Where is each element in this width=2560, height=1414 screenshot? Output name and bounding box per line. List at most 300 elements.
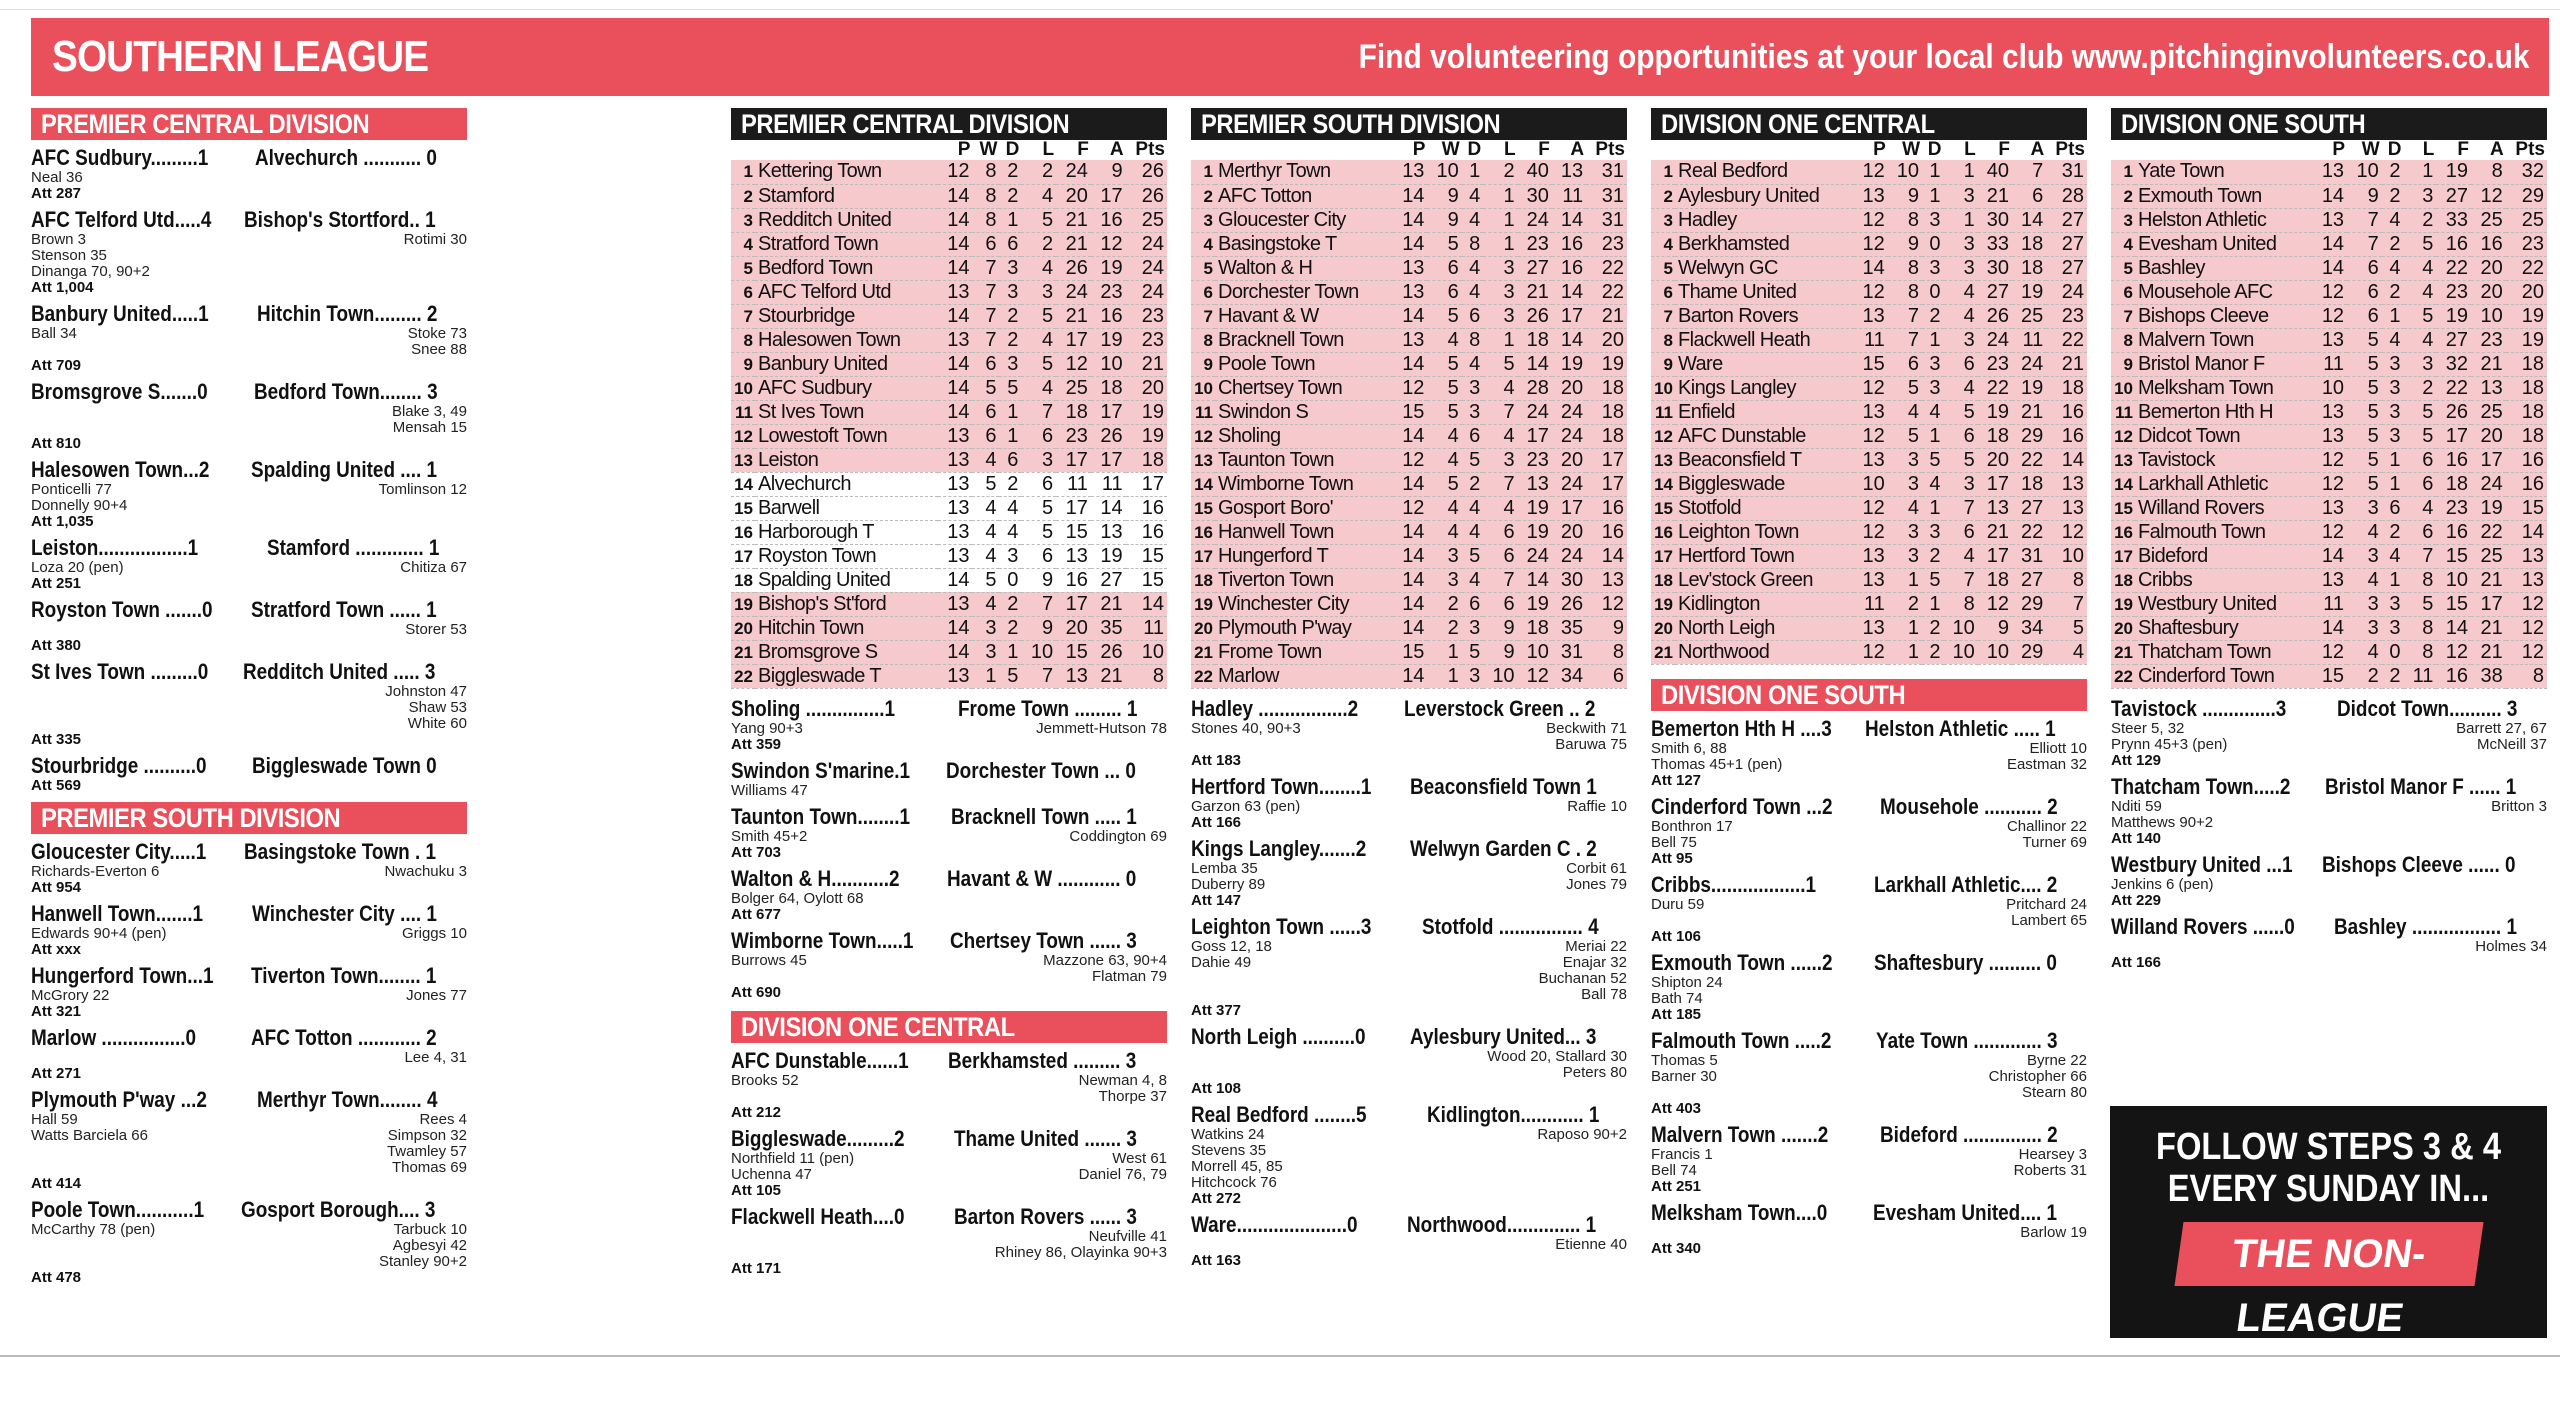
table-row: [1651, 640, 2087, 664]
stat-f: 16: [2436, 232, 2471, 256]
scorers: [31, 864, 467, 880]
stat-w: 2: [1427, 616, 1461, 640]
team-name: Halesowen Town: [755, 328, 938, 352]
table-row: [731, 280, 1167, 304]
stat-f: 14: [2436, 616, 2471, 640]
away-team-score: Gosport Borough.... 3: [240, 1197, 436, 1222]
position: 19: [1651, 592, 1675, 616]
home-scorers: Lemba 35 Duberry 89: [1191, 859, 1266, 893]
stat-d: 5: [999, 376, 1021, 400]
stat-w: 5: [2347, 328, 2382, 352]
stat-a: 20: [1552, 448, 1586, 472]
away-scorers: Rees 4 Simpson 32 Twamley 57 Thomas 69: [386, 1111, 467, 1176]
team-name: Havant & W: [1215, 304, 1393, 328]
position: 19: [2111, 592, 2135, 616]
stat-f: 13: [1978, 496, 2012, 520]
stat-pts: 18: [2506, 352, 2547, 376]
stat-f: 11: [1056, 472, 1091, 496]
position: 17: [1651, 544, 1675, 568]
stat-pts: 29: [2506, 184, 2547, 208]
stat-a: 14: [1552, 208, 1586, 232]
stat-p: 12: [1393, 376, 1427, 400]
away-team-score: Bedford Town........ 3: [253, 379, 438, 404]
match-line: [1651, 795, 2087, 819]
attendance: Att 108: [1191, 1079, 1242, 1097]
stat-a: 18: [1091, 376, 1126, 400]
team-name: Ware: [1675, 352, 1854, 376]
stat-pts: 15: [2506, 496, 2547, 520]
match-line: [1651, 951, 2087, 975]
match-line: [31, 458, 467, 482]
stat-d: 1: [999, 400, 1021, 424]
stat-pts: 31: [1586, 184, 1627, 208]
table-row: [731, 472, 1167, 496]
stat-l: 1: [2404, 160, 2437, 184]
results-division-one-south-a: [1651, 717, 2087, 1257]
table-row: [731, 400, 1167, 424]
stat-l: 4: [1483, 496, 1517, 520]
stat-pts: 19: [2506, 304, 2547, 328]
away-team-score: Hitchin Town......... 2: [257, 301, 438, 326]
table-row: [731, 640, 1167, 664]
stat-a: 17: [1091, 184, 1126, 208]
table-row: [731, 496, 1167, 520]
stat-w: 4: [972, 592, 999, 616]
stat-w: 1: [1427, 664, 1461, 688]
stat-d: 2: [2382, 664, 2404, 688]
home-team-score: AFC Telford Utd.....4: [31, 207, 212, 232]
stat-pts: 27: [2046, 208, 2087, 232]
scorers: [31, 170, 467, 186]
table-row: [2111, 328, 2547, 352]
stat-p: 12: [1854, 640, 1888, 664]
stat-l: 2: [2404, 208, 2437, 232]
home-team-score: Wimborne Town.....1: [731, 927, 914, 953]
stat-a: 17: [1552, 496, 1586, 520]
match-line: [1651, 1123, 2087, 1147]
away-scorers: Coddington 69: [1069, 827, 1167, 845]
match-line: [731, 759, 1167, 783]
home-team-score: Royston Town .......0: [31, 597, 213, 622]
match-line: [31, 208, 467, 232]
home-team-score: Plymouth P'way ...2: [31, 1087, 207, 1112]
stat-f: 13: [1056, 544, 1091, 568]
position: 8: [2111, 328, 2135, 352]
match-line: [1191, 837, 1627, 861]
match-result: [1191, 837, 1627, 909]
attendance: Att 321: [31, 1003, 82, 1020]
stat-d: 6: [1462, 304, 1484, 328]
stat-a: 14: [1552, 328, 1586, 352]
stat-w: 4: [972, 520, 999, 544]
col-header-w: W: [979, 139, 998, 160]
team-name: Leiston: [755, 448, 938, 472]
stat-f: 17: [2436, 424, 2471, 448]
stat-p: 12: [1854, 160, 1888, 184]
team-name: Harborough T: [755, 520, 938, 544]
table-row: [2111, 592, 2547, 616]
attendance: Att 287: [31, 185, 82, 202]
team-name: Barwell: [755, 496, 938, 520]
table-row: [1191, 328, 1627, 352]
match-line: [31, 146, 467, 170]
col-header-f: F: [1998, 139, 2011, 160]
stat-pts: 10: [2046, 544, 2087, 568]
stat-pts: 20: [2506, 280, 2547, 304]
col-header-a: A: [2489, 139, 2504, 160]
away-team-score: Kidlington............ 1: [1426, 1101, 1599, 1127]
stat-a: 19: [1091, 256, 1126, 280]
stat-l: 5: [1483, 352, 1517, 376]
stat-l: 1: [1483, 328, 1517, 352]
away-team-score: Mousehole ........... 2: [1880, 793, 2059, 819]
away-team-score: Stamford ............. 1: [266, 535, 439, 560]
away-team-score: Berkhamsted ......... 3: [948, 1047, 1137, 1073]
table-row: [1651, 328, 2087, 352]
match-result: [731, 759, 1167, 799]
scorers: [1191, 861, 1627, 893]
stat-w: 6: [1427, 256, 1461, 280]
stat-p: 15: [2312, 664, 2347, 688]
attendance: Att 1,004: [31, 279, 94, 296]
away-team-score: Havant & W ............ 0: [946, 865, 1137, 891]
stat-pts: 8: [2506, 664, 2547, 688]
stat-l: 8: [1944, 592, 1978, 616]
home-scorers: McCarthy 78 (pen): [31, 1221, 156, 1238]
stat-pts: 24: [1126, 280, 1167, 304]
stat-p: 12: [2312, 520, 2347, 544]
stat-w: 7: [2347, 208, 2382, 232]
away-scorers: Rotimi 30: [403, 231, 467, 248]
position: 16: [1651, 520, 1675, 544]
match-line: [31, 840, 467, 864]
blank-header: [731, 140, 755, 160]
stat-f: 21: [1056, 232, 1091, 256]
non-league-paper-logo: THE NON-LEAGUE PAPER: [2174, 1222, 2483, 1286]
home-team-score: Marlow ................0: [31, 1025, 197, 1050]
stat-d: 4: [2382, 328, 2404, 352]
stat-d: 4: [1922, 400, 1944, 424]
team-name: Mousehole AFC: [2135, 280, 2312, 304]
blank-header: [1651, 140, 1675, 160]
table-header-row: [1191, 140, 1627, 160]
stat-f: 23: [1518, 448, 1552, 472]
stat-l: 1: [1944, 160, 1978, 184]
away-team-score: Merthyr Town........ 4: [257, 1087, 438, 1112]
scorers: [731, 1073, 1167, 1105]
stat-pts: 16: [2046, 400, 2087, 424]
stat-a: 30: [1552, 568, 1586, 592]
stat-p: 14: [1393, 568, 1427, 592]
stat-w: 2: [1888, 592, 1922, 616]
stat-a: 21: [2471, 568, 2506, 592]
team-name: Tiverton Town: [1215, 568, 1393, 592]
stat-d: 2: [2382, 160, 2404, 184]
away-scorers: Beckwith 71 Baruwa 75: [1546, 719, 1627, 753]
stat-d: 5: [999, 664, 1021, 688]
stat-d: 0: [999, 568, 1021, 592]
stat-f: 10: [1518, 640, 1552, 664]
match-line: [31, 598, 467, 622]
position: 19: [1191, 592, 1215, 616]
stat-w: 10: [1888, 160, 1922, 184]
attendance: Att 403: [1651, 1099, 1702, 1117]
stat-p: 14: [2312, 232, 2347, 256]
stat-p: 15: [1854, 352, 1888, 376]
team-name: Marlow: [1215, 664, 1393, 688]
table-header-premier-central: PREMIER CENTRAL DIVISION: [731, 108, 1167, 140]
stat-l: 2: [1483, 160, 1517, 184]
stat-w: 6: [972, 424, 999, 448]
stat-p: 14: [1854, 256, 1888, 280]
attendance: Att 229: [2111, 891, 2162, 909]
stat-p: 13: [938, 328, 973, 352]
col-header-d: D: [2387, 139, 2402, 160]
home-scorers: Yang 90+3: [731, 719, 803, 737]
stat-pts: 8: [2046, 568, 2087, 592]
stat-w: 9: [1427, 184, 1461, 208]
attendance: Att 163: [1191, 1251, 1242, 1269]
stat-f: 15: [2436, 592, 2471, 616]
stat-d: 3: [2382, 400, 2404, 424]
stat-p: 13: [1854, 304, 1888, 328]
team-name: Yate Town: [2135, 160, 2312, 184]
stat-f: 22: [1978, 376, 2012, 400]
stat-f: 16: [2436, 664, 2471, 688]
stat-d: 8: [1462, 232, 1484, 256]
scorers: [1651, 1225, 2087, 1241]
home-team-score: Stourbridge ..........0: [31, 753, 207, 778]
stat-w: 4: [1888, 496, 1922, 520]
table-row: [2111, 208, 2547, 232]
stat-pts: 31: [2046, 160, 2087, 184]
position: 11: [1651, 400, 1675, 424]
home-scorers: Watkins 24 Stevens 35 Morrell 45, 85 Hitchcock 76: [1191, 1125, 1283, 1191]
stat-l: 10: [1021, 640, 1056, 664]
away-scorers: Jones 77: [406, 987, 467, 1004]
stat-l: 7: [1483, 568, 1517, 592]
stat-f: 24: [1056, 280, 1091, 304]
stat-d: 1: [1462, 160, 1484, 184]
stat-a: 11: [2012, 328, 2046, 352]
match-result: [1651, 1123, 2087, 1195]
match-result: [31, 458, 467, 530]
stat-l: 4: [1944, 376, 1978, 400]
away-scorers: Challinor 22 Turner 69: [2006, 817, 2087, 851]
attendance: Att 569: [31, 777, 82, 794]
team-name: Melksham Town: [2135, 376, 2312, 400]
column-2: [731, 108, 1167, 1277]
away-team-score: Thame United ....... 3: [954, 1125, 1138, 1151]
attendance: Att 105: [731, 1181, 782, 1199]
stat-w: 1: [1888, 568, 1922, 592]
scorers: [2111, 799, 2547, 831]
stat-pts: 18: [2506, 400, 2547, 424]
away-team-score: Stotfold ................ 4: [1421, 913, 1599, 939]
col-header-p: P: [1873, 139, 1886, 160]
team-name: Alvechurch: [755, 472, 938, 496]
team-name: Bedford Town: [755, 256, 938, 280]
home-team-score: AFC Dunstable......1: [731, 1047, 909, 1073]
stat-w: 9: [1427, 208, 1461, 232]
stat-a: 22: [2471, 520, 2506, 544]
home-team-score: Hanwell Town.......1: [31, 901, 204, 926]
away-scorers: Chitiza 67: [400, 559, 467, 576]
home-team-score: Willand Rovers ......0: [2111, 913, 2295, 939]
position: 2: [2111, 184, 2135, 208]
away-scorers: Etienne 40: [1555, 1235, 1627, 1253]
stat-a: 22: [2012, 448, 2046, 472]
position: 16: [2111, 520, 2135, 544]
stat-f: 32: [2436, 352, 2471, 376]
stat-d: 4: [1462, 568, 1484, 592]
home-team-score: North Leigh ..........0: [1191, 1023, 1366, 1049]
stat-a: 29: [2012, 424, 2046, 448]
stat-p: 14: [2312, 616, 2347, 640]
scorers: [31, 926, 467, 942]
stat-pts: 6: [1586, 664, 1627, 688]
stat-f: 17: [1056, 592, 1091, 616]
stat-p: 14: [1393, 304, 1427, 328]
team-name: Barton Rovers: [1675, 304, 1854, 328]
stat-f: 17: [1978, 544, 2012, 568]
stat-p: 13: [2312, 424, 2347, 448]
stat-d: 2: [999, 160, 1021, 184]
stat-p: 12: [2312, 640, 2347, 664]
stat-p: 14: [1393, 184, 1427, 208]
attendance: Att 810: [31, 435, 82, 452]
stat-d: 2: [1922, 304, 1944, 328]
team-header: [1675, 140, 1854, 160]
stat-w: 3: [972, 616, 999, 640]
stat-pts: 12: [2506, 616, 2547, 640]
position: 4: [1191, 232, 1215, 256]
stat-f: 15: [1056, 520, 1091, 544]
stat-d: 3: [2382, 424, 2404, 448]
table-row: [731, 448, 1167, 472]
stat-d: 3: [1922, 256, 1944, 280]
stat-d: 0: [2382, 640, 2404, 664]
stat-f: 23: [1518, 232, 1552, 256]
stat-p: 11: [1854, 592, 1888, 616]
match-line: [2111, 915, 2547, 939]
stat-f: 19: [1518, 520, 1552, 544]
stat-pts: 24: [1126, 256, 1167, 280]
stat-d: 3: [2382, 592, 2404, 616]
match-result: [1191, 1103, 1627, 1207]
stat-p: 13: [938, 280, 973, 304]
stat-p: 11: [2312, 352, 2347, 376]
team-name: Kidlington: [1675, 592, 1854, 616]
stat-l: 6: [1944, 424, 1978, 448]
stat-d: 3: [1922, 520, 1944, 544]
stat-l: 3: [1483, 448, 1517, 472]
table-header-division-one-south: DIVISION ONE SOUTH: [2111, 108, 2547, 140]
stat-pts: 16: [2046, 424, 2087, 448]
position: 5: [1651, 256, 1675, 280]
stat-d: 2: [2382, 280, 2404, 304]
col-header-p: P: [1412, 139, 1426, 160]
stat-f: 21: [1056, 304, 1091, 328]
stat-w: 8: [972, 184, 999, 208]
away-team-score: Chertsey Town ...... 3: [949, 927, 1137, 953]
stat-pts: 4: [2046, 640, 2087, 664]
stat-p: 14: [938, 352, 973, 376]
stat-a: 13: [2471, 376, 2506, 400]
match-result: [31, 208, 467, 296]
home-team-score: Walton & H...........2: [731, 865, 900, 891]
away-scorers: Nwachuku 3: [384, 863, 467, 880]
stat-a: 22: [2012, 520, 2046, 544]
home-team-score: Tavistock ..............3: [2111, 695, 2287, 721]
stat-l: 7: [1021, 664, 1056, 688]
stat-l: 5: [2404, 304, 2437, 328]
stat-w: 3: [1888, 472, 1922, 496]
match-result: [31, 1198, 467, 1286]
stat-p: 14: [938, 640, 973, 664]
match-line: [31, 1088, 467, 1112]
stat-w: 7: [1888, 328, 1922, 352]
position: 9: [1191, 352, 1215, 376]
team-name: Gloucester City: [1215, 208, 1393, 232]
volunteer-promo: Find volunteering opportunities at your local club www.pitchinginvolunteers.co.uk: [1358, 37, 2529, 76]
stat-pts: 5: [2046, 616, 2087, 640]
stat-pts: 16: [1126, 520, 1167, 544]
match-result: [1651, 951, 2087, 1023]
stat-l: 4: [1944, 544, 1978, 568]
stat-d: 3: [999, 544, 1021, 568]
stat-l: 6: [2404, 472, 2437, 496]
stat-f: 26: [2436, 400, 2471, 424]
home-scorers: Williams 47: [731, 781, 808, 799]
table-row: [1651, 472, 2087, 496]
stat-d: 1: [1922, 424, 1944, 448]
away-scorers: Blake 3, 49 Mensah 15: [391, 403, 467, 436]
attendance: Att 95: [1651, 849, 1693, 867]
away-team-score: Yate Town ............. 3: [1875, 1027, 2058, 1053]
stat-l: 2: [1021, 232, 1056, 256]
blank-header: [2111, 140, 2135, 160]
table-row: [1191, 160, 1627, 184]
table-row: [731, 568, 1167, 592]
stat-w: 6: [972, 400, 999, 424]
stat-p: 12: [1854, 424, 1888, 448]
stat-f: 24: [1978, 328, 2012, 352]
stat-d: 1: [1922, 496, 1944, 520]
stat-f: 12: [1056, 352, 1091, 376]
attendance: Att 709: [31, 357, 82, 374]
home-scorers: Bonthron 17 Bell 75: [1651, 817, 1733, 851]
league-table-premier-south: [1191, 140, 1627, 689]
position: 11: [2111, 400, 2135, 424]
position: 6: [1651, 280, 1675, 304]
stat-w: 5: [1427, 472, 1461, 496]
stat-a: 38: [2471, 664, 2506, 688]
team-name: Kettering Town: [755, 160, 938, 184]
stat-a: 8: [2471, 160, 2506, 184]
away-scorers: Tomlinson 12: [378, 481, 467, 498]
stat-p: 13: [1854, 616, 1888, 640]
stat-pts: 19: [1126, 424, 1167, 448]
table-row: [731, 184, 1167, 208]
scorers: [1651, 741, 2087, 773]
stat-l: 7: [1944, 496, 1978, 520]
attendance: Att 380: [31, 637, 82, 654]
position: 22: [731, 664, 755, 688]
match-line: [31, 1026, 467, 1050]
stat-pts: 18: [1586, 376, 1627, 400]
stat-pts: 19: [2506, 328, 2547, 352]
